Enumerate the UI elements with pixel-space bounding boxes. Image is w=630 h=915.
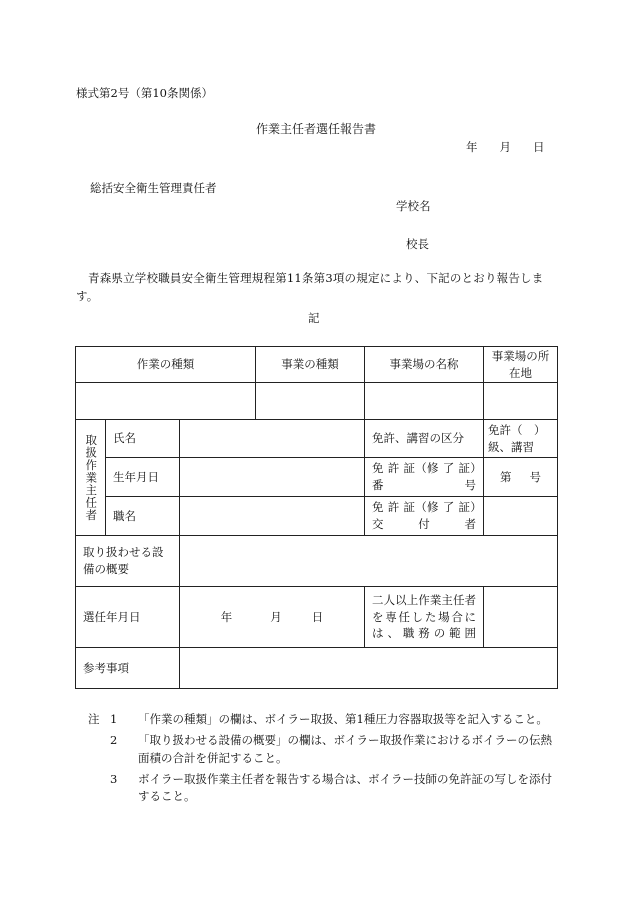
document-title: 作業主任者選任報告書 bbox=[256, 122, 377, 136]
field-business-type[interactable] bbox=[256, 383, 365, 420]
date-month: 月 bbox=[499, 140, 511, 154]
date-day: 日 bbox=[533, 140, 545, 154]
label-remarks: 参考事項 bbox=[76, 648, 180, 689]
label-cert-number-cell bbox=[365, 458, 484, 497]
label-birth-date: 生年月日 bbox=[106, 458, 180, 497]
dai-text: 第 bbox=[500, 469, 512, 484]
ki-heading: 記 bbox=[308, 311, 320, 325]
body-text: 青森県立学校職員安全衛生管理規程第11条第3項の規定により、下記のとおり報告します。 bbox=[76, 271, 544, 303]
field-remarks[interactable] bbox=[180, 648, 558, 689]
field-equipment-overview[interactable] bbox=[180, 536, 558, 587]
chief-vertical-label: 取扱作業主任者 bbox=[84, 433, 99, 522]
date-year: 年 bbox=[466, 140, 478, 154]
field-cert-issuer[interactable] bbox=[484, 497, 558, 536]
field-work-type[interactable] bbox=[76, 383, 256, 420]
note-number: 1 bbox=[110, 712, 118, 726]
field-cert-number[interactable] bbox=[484, 458, 558, 497]
field-birth-date[interactable] bbox=[180, 458, 365, 497]
note-item bbox=[88, 771, 558, 806]
field-multi-chief[interactable] bbox=[484, 587, 558, 648]
note-item bbox=[88, 732, 558, 767]
header-business-type: 事業の種類 bbox=[256, 347, 365, 383]
header-site-name: 事業場の名称 bbox=[365, 347, 484, 383]
field-site-name[interactable] bbox=[365, 383, 484, 420]
label-position: 職名 bbox=[106, 497, 180, 536]
field-appointment-date[interactable] bbox=[180, 587, 365, 648]
note-item bbox=[88, 711, 558, 728]
label-multi-chief: 二人以上作業主任者を専任した場合には、職務の範囲 bbox=[372, 592, 477, 641]
school-name-label: 学校名 bbox=[396, 199, 431, 213]
form-number: 様式第2号（第10条関係） bbox=[76, 86, 213, 100]
label-cert-number: 免 許 証（修 了 証）番号 bbox=[372, 461, 477, 492]
label-cert-issuer: 免 許 証（修 了 証）交付者 bbox=[372, 500, 477, 531]
addressee: 総括安全衛生管理責任者 bbox=[90, 181, 217, 195]
label-appointment-date: 選任年月日 bbox=[76, 587, 180, 648]
note-text: 「取り扱わせる設備の概要」の欄は、ボイラー取扱作業におけるボイラーの伝熱面積の合計を併記すること。 bbox=[138, 733, 552, 765]
go-text: 号 bbox=[529, 469, 542, 484]
label-license-class: 免許、講習の区分 bbox=[365, 420, 484, 458]
field-license-class[interactable]: 免許（ ）級、講習 bbox=[484, 420, 558, 458]
principal-label: 校長 bbox=[406, 237, 429, 251]
chief-label-cell bbox=[76, 420, 106, 536]
report-table bbox=[75, 346, 558, 689]
note-text: 「作業の種類」の欄は、ボイラー取扱、第1種圧力容器取扱等を記入すること。 bbox=[138, 712, 548, 726]
note-mark: 注 bbox=[88, 712, 100, 726]
label-cert-issuer-cell bbox=[365, 497, 484, 536]
appt-month: 月 bbox=[270, 609, 282, 624]
label-multi-chief-cell bbox=[365, 587, 484, 648]
note-number: 2 bbox=[110, 733, 118, 748]
appt-year: 年 bbox=[220, 609, 233, 624]
header-work-type: 作業の種類 bbox=[76, 347, 256, 383]
label-name: 氏名 bbox=[106, 420, 180, 458]
note-number: 3 bbox=[110, 771, 118, 786]
field-site-location[interactable] bbox=[484, 383, 558, 420]
notes bbox=[88, 711, 558, 809]
appt-day: 日 bbox=[311, 609, 324, 624]
label-equipment-overview: 取り扱わせる設備の概要 bbox=[76, 536, 180, 587]
header-site-location: 事業場の所在地 bbox=[484, 347, 558, 383]
field-name[interactable] bbox=[180, 420, 365, 458]
field-position[interactable] bbox=[180, 497, 365, 536]
date-line bbox=[466, 139, 545, 156]
note-text: ボイラー取扱作業主任者を報告する場合は、ボイラー技師の免許証の写しを添付すること。 bbox=[138, 771, 552, 803]
cert-number-template bbox=[491, 469, 550, 486]
